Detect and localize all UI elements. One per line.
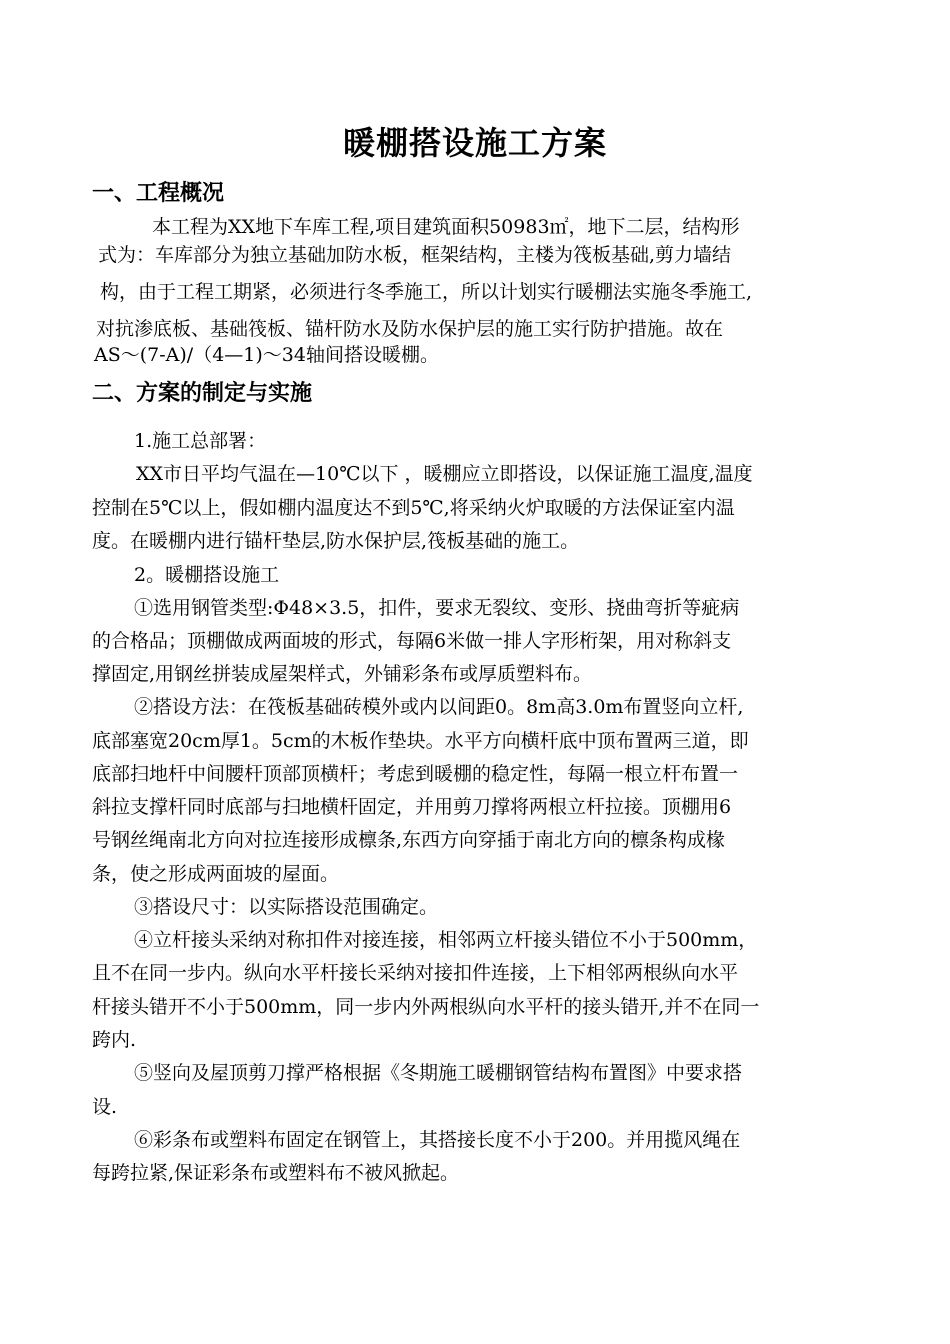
paragraph-line: 跨内.: [92, 1029, 137, 1051]
paragraph-line: 1.施工总部署：: [134, 430, 267, 452]
paragraph-line: 杆接头错开不小于500mm，同一步内外两根纵向水平杆的接头错开,并不在同一: [92, 996, 760, 1018]
paragraph-line: 的合格品；顶棚做成两面坡的形式，每隔6米做一排人字形桁架，用对称斜支: [92, 630, 732, 652]
paragraph-line: 对抗渗底板、基础筏板、锚杆防水及防水保护层的施工实行防护措施。故在: [96, 318, 724, 340]
paragraph-line: 斜拉支撑杆同时底部与扫地横杆固定，并用剪刀撑将两根立杆拉接。顶棚用6: [92, 796, 732, 818]
paragraph-line: ②搭设方法：在筏板基础砖模外或内以间距0。8m高3.0m布置竖向立杆,: [134, 696, 744, 718]
section-heading: 一、工程概况: [92, 180, 225, 206]
paragraph-line: AS～(7-A)/（4—1)～34轴间搭设暖棚。: [94, 344, 439, 366]
paragraph-line: 底部塞宽20cm厚1。5cm的木板作垫块。水平方向横杆底中顶布置两三道，即: [92, 730, 749, 752]
paragraph-line: 每跨拉紧,保证彩条布或塑料布不被风掀起。: [92, 1162, 460, 1184]
paragraph-line: 式为：车库部分为独立基础加防水板，框架结构，主楼为筏板基础,剪力墙结: [98, 244, 732, 266]
paragraph-line: 2。暖棚搭设施工: [134, 564, 280, 586]
paragraph-line: ③搭设尺寸：以实际搭设范围确定。: [134, 896, 439, 918]
paragraph-line: XX市日平均气温在—10℃以下 ，暖棚应立即搭设，以保证施工温度,温度: [136, 463, 753, 485]
paragraph-line: 本工程为XX地下车库工程,项目建筑面积50983㎡，地下二层，结构形: [152, 216, 740, 238]
section-heading: 二、方案的制定与实施: [92, 380, 313, 406]
paragraph-line: 度。在暖棚内进行锚杆垫层,防水保护层,筏板基础的施工。: [92, 530, 580, 552]
paragraph-line: 设.: [92, 1096, 118, 1118]
paragraph-line: 撑固定,用钢丝拼装成屋架样式，外铺彩条布或厚质塑料布。: [92, 663, 593, 685]
paragraph-line: 底部扫地杆中间腰杆顶部顶横杆；考虑到暖棚的稳定性，每隔一根立杆布置一: [92, 763, 739, 785]
document-title: 暖棚搭设施工方案: [342, 124, 607, 162]
paragraph-line: ⑤竖向及屋顶剪刀撑严格根据《冬期施工暖棚钢管结构布置图》中要求搭: [134, 1062, 743, 1084]
paragraph-line: 且不在同一步内。纵向水平杆接长采纳对接扣件连接，上下相邻两根纵向水平: [92, 962, 739, 984]
paragraph-line: ⑥彩条布或塑料布固定在钢管上，其搭接长度不小于200。并用揽风绳在: [134, 1129, 741, 1151]
paragraph-line: 控制在5℃以上，假如棚内温度达不到5℃,将采纳火炉取暖的方法保证室内温: [92, 497, 735, 519]
paragraph-line: 构，由于工程工期紧，必须进行冬季施工，所以计划实行暖棚法实施冬季施工,: [100, 281, 753, 303]
paragraph-line: 条，使之形成两面坡的屋面。: [92, 863, 340, 885]
paragraph-line: ①选用钢管类型:Φ48×3.5，扣件，要求无裂纹、变形、挠曲弯折等疵病: [134, 597, 740, 619]
paragraph-line: 号钢丝绳南北方向对拉连接形成檩条,东西方向穿插于南北方向的檩条构成椽: [92, 829, 726, 851]
paragraph-line: ④立杆接头采纳对称扣件对接连接，相邻两立杆接头错位不小于500mm，: [134, 929, 758, 951]
